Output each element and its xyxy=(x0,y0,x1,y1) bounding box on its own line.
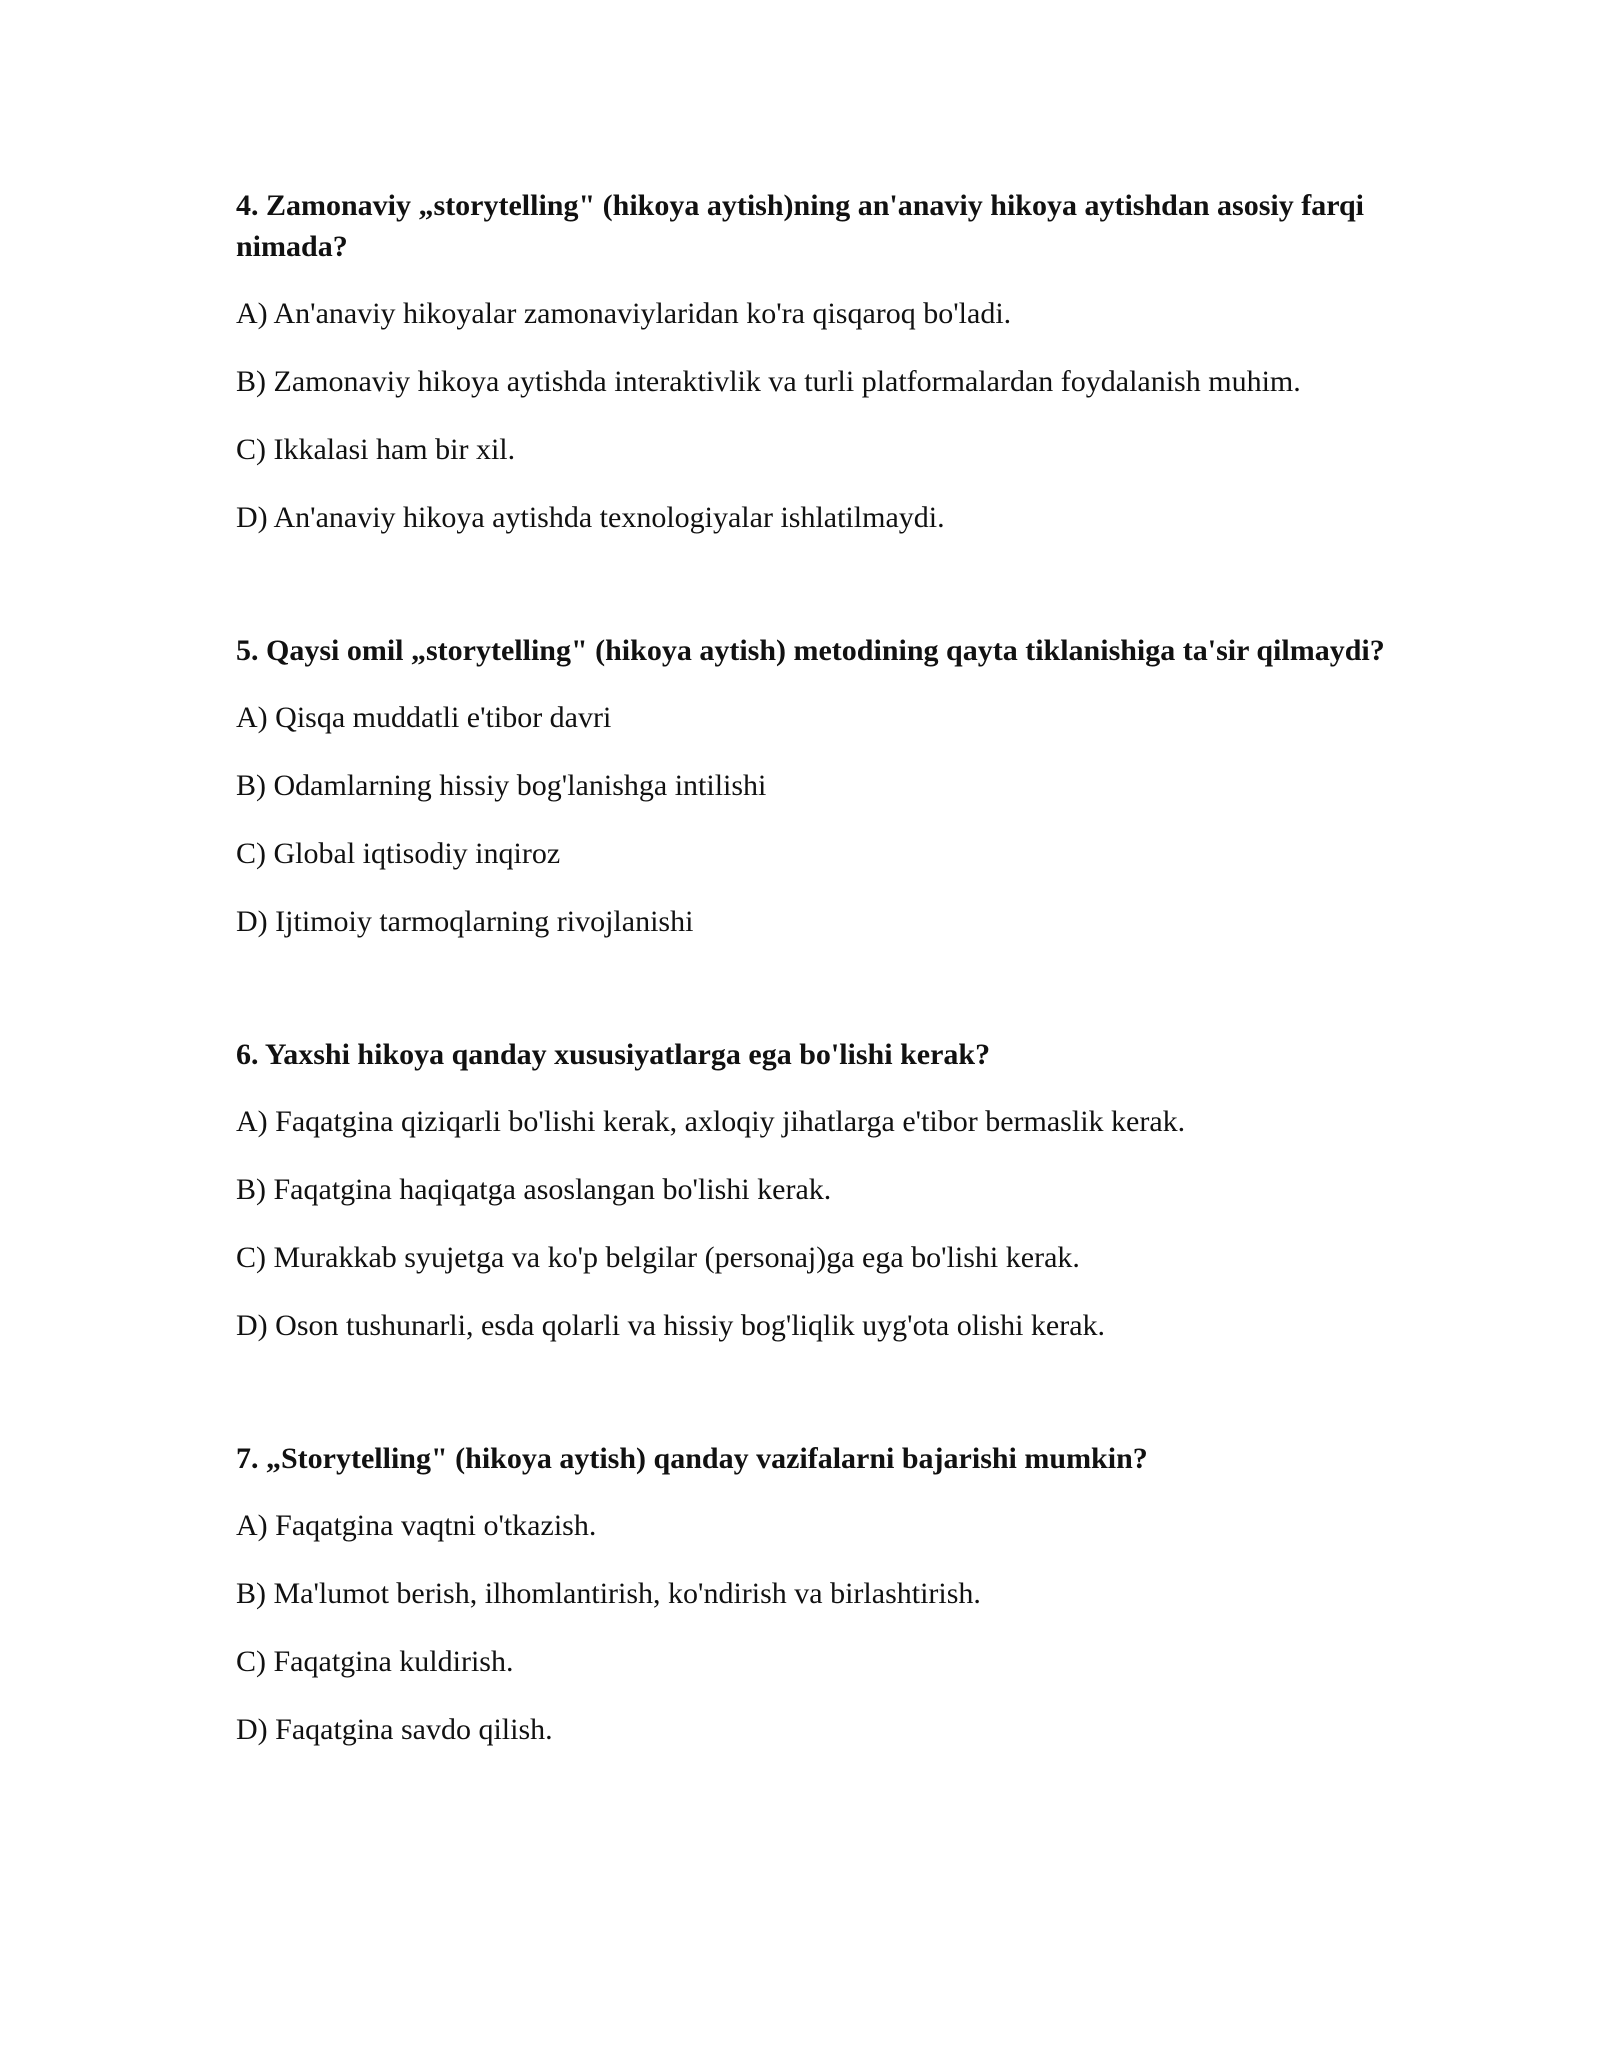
answer-option-d: D) Faqatgina savdo qilish. xyxy=(236,1713,553,1746)
quiz-content xyxy=(236,185,1386,1842)
question-text: 7. „Storytelling" (hikoya aytish) qanday vazifalarni bajarishi mumkin? xyxy=(236,1442,1148,1475)
answer-option-d: D) Ijtimoiy tarmoqlarning rivojlanishi xyxy=(236,905,694,938)
answer-option-b: B) Odamlarning hissiy bog'lanishga intilishi xyxy=(236,769,767,802)
answer-option-a: A) Faqatgina vaqtni o'tkazish. xyxy=(236,1509,597,1542)
answer-option-a: A) Qisqa muddatli e'tibor davri xyxy=(236,701,612,734)
question-5 xyxy=(236,630,1386,942)
question-text: 4. Zamonaviy „storytelling" (hikoya aytish)ning an'anaviy hikoya aytishdan asosiy farqi nimada? xyxy=(236,189,1364,263)
answer-option-d: D) Oson tushunarli, esda qolarli va hissiy bog'liqlik uyg'ota olishi kerak. xyxy=(236,1309,1106,1342)
answer-option-d: D) An'anaviy hikoya aytishda texnologiyalar ishlatilmaydi. xyxy=(236,501,945,534)
answer-option-c: C) Global iqtisodiy inqiroz xyxy=(236,837,561,870)
question-4 xyxy=(236,185,1386,538)
answer-option-c: C) Faqatgina kuldirish. xyxy=(236,1645,514,1678)
answer-option-b: B) Ma'lumot berish, ilhomlantirish, ko'ndirish va birlashtirish. xyxy=(236,1577,981,1610)
answer-option-a: A) An'anaviy hikoyalar zamonaviylaridan ko'ra qisqaroq bo'ladi. xyxy=(236,297,1012,330)
answer-option-b: B) Zamonaviy hikoya aytishda interaktivlik va turli platformalardan foydalanish muhim. xyxy=(236,365,1301,398)
question-text: 6. Yaxshi hikoya qanday xususiyatlarga ega bo'lishi kerak? xyxy=(236,1038,991,1071)
answer-option-a: A) Faqatgina qiziqarli bo'lishi kerak, axloqiy jihatlarga e'tibor bermaslik kerak. xyxy=(236,1105,1186,1138)
question-7 xyxy=(236,1438,1386,1750)
answer-option-c: C) Ikkalasi ham bir xil. xyxy=(236,433,516,466)
question-6 xyxy=(236,1034,1386,1346)
question-text: 5. Qaysi omil „storytelling" (hikoya aytish) metodining qayta tiklanishiga ta'sir qilmaydi? xyxy=(236,634,1385,667)
answer-option-c: C) Murakkab syujetga va ko'p belgilar (personaj)ga ega bo'lishi kerak. xyxy=(236,1241,1080,1274)
answer-option-b: B) Faqatgina haqiqatga asoslangan bo'lishi kerak. xyxy=(236,1173,832,1206)
